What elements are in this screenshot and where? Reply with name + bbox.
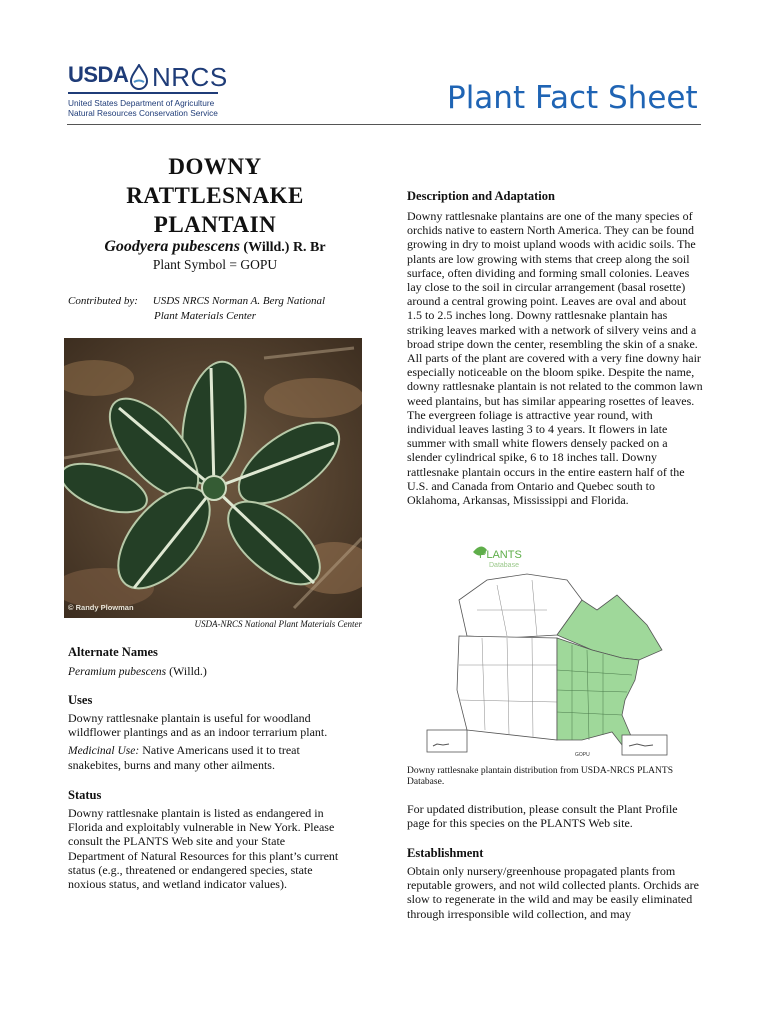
distribution-map bbox=[407, 540, 681, 762]
status-body: Downy rattlesnake plantain is listed as endangered in Florida and exploitably vulnerable in New York. Please consult the PLANTS Web site and your State Department of Natural Resources for this plant’s current status (e.g., threatened or endangered species, state noxious status, and wetland indicator values). bbox=[68, 806, 339, 892]
photo-caption: USDA-NRCS National Plant Materials Center bbox=[194, 619, 362, 629]
scientific-authority: (Willd.) R. Br bbox=[243, 240, 326, 255]
description-body: Downy rattlesnake plantains are one of the many species of orchids native to eastern North America. They can be found growing in dry to moist upland woods with acidic soils. The plants are low growing with stems that creep along the soil surface, often dividing and forming small colonies. Leaves lay close to the soil in circular arrangement (basal rosette) around a central growing point. Leaves are oval and about 1.5 to 2.5 inches long. Downy rattlesnake plantain has striking leaves marked with a network of silvery veins and a broad stripe down the center, resembling the skin of a snake. All parts of the plant are covered with a very fine downy hair especially noticeable on the bloom spike. Despite the name, downy rattlesnake plantain is not related to the common lawn weed plantains, but has similar appearing rosettes of leaves. The evergreen foliage is attractive year round, with individual leaves lasting 3 to 4 years. It flowers in late summer with small white flowers densely packed on a slender cylindrical spike, 6 to 18 inches tall. Downy rattlesnake plantain occurs in the entire eastern half of the U.S. and Canada from Ontario and Quebec south to Oklahoma, Arkansas, Mississippi and Florida. bbox=[407, 209, 703, 508]
establishment-heading: Establishment bbox=[407, 846, 484, 860]
contributed-label: Contributed by: bbox=[68, 295, 138, 307]
header-divider bbox=[67, 124, 701, 125]
uses-body: Downy rattlesnake plantain is useful for woodland wildflower plantings and as an indoor terrarium plant. bbox=[68, 711, 328, 740]
scientific-name: Goodyera pubescens bbox=[104, 238, 240, 255]
map-caption: Downy rattlesnake plantain distribution from USDA-NRCS PLANTS Database. bbox=[407, 766, 673, 787]
alternate-name-authority: (Willd.) bbox=[169, 664, 207, 678]
logo-usda-text: USDA bbox=[68, 62, 129, 87]
contributor-block bbox=[68, 294, 368, 324]
description-heading: Description and Adaptation bbox=[407, 189, 555, 203]
update-paragraph: For updated distribution, please consult the Plant Profile page for this species on the PLANTS Web site. bbox=[407, 802, 678, 831]
map-logo-text: PLANTS bbox=[479, 549, 522, 561]
medicinal-use-label: Medicinal Use: bbox=[68, 745, 140, 757]
water-drop-icon bbox=[128, 64, 150, 90]
alternate-name: Peramium pubescens bbox=[68, 666, 167, 678]
logo-line1: United States Department of Agriculture bbox=[68, 98, 215, 108]
title-line-1: DOWNY bbox=[168, 154, 262, 179]
plant-symbol: Plant Symbol = GOPU bbox=[152, 257, 278, 272]
document-type-title: Plant Fact Sheet bbox=[447, 80, 698, 116]
medicinal-use bbox=[68, 743, 352, 772]
alternate-name-line bbox=[68, 664, 207, 679]
contributor-line-1: USDS NRCS Norman A. Berg National bbox=[152, 295, 326, 307]
photo-credit: © Randy Plowman bbox=[68, 603, 134, 612]
establishment-body: Obtain only nursery/greenhouse propagated plants from reputable growers, and not wild collected plants. Orchids are slow to regenerate in the wild and may be easily eliminated through irresponsible wild collection, and may bbox=[407, 864, 699, 921]
plant-photo-graphic bbox=[64, 338, 362, 618]
uses-heading: Uses bbox=[68, 693, 93, 707]
map-logo-sub: Database bbox=[489, 562, 519, 569]
title-line-3: PLANTAIN bbox=[153, 212, 277, 237]
status-heading: Status bbox=[68, 788, 102, 802]
alternate-names-heading: Alternate Names bbox=[68, 645, 158, 659]
medicinal-use-text: Native Americans used it to treat snakebites, burns and many other ailments. bbox=[68, 743, 300, 773]
distribution-map-graphic bbox=[407, 540, 681, 762]
contributor-line-2: Plant Materials Center bbox=[154, 310, 257, 322]
plant-common-name bbox=[68, 152, 362, 239]
plant-photo bbox=[64, 338, 362, 618]
title-line-2: RATTLESNAKE bbox=[126, 183, 304, 208]
logo-rule bbox=[68, 92, 218, 94]
logo-nrcs-text: NRCS bbox=[152, 62, 228, 92]
scientific-name-line bbox=[68, 238, 362, 256]
map-symbol-label: GOPU bbox=[575, 752, 590, 758]
usda-nrcs-logo bbox=[68, 62, 228, 120]
logo-line2: Natural Resources Conservation Service bbox=[68, 108, 218, 118]
